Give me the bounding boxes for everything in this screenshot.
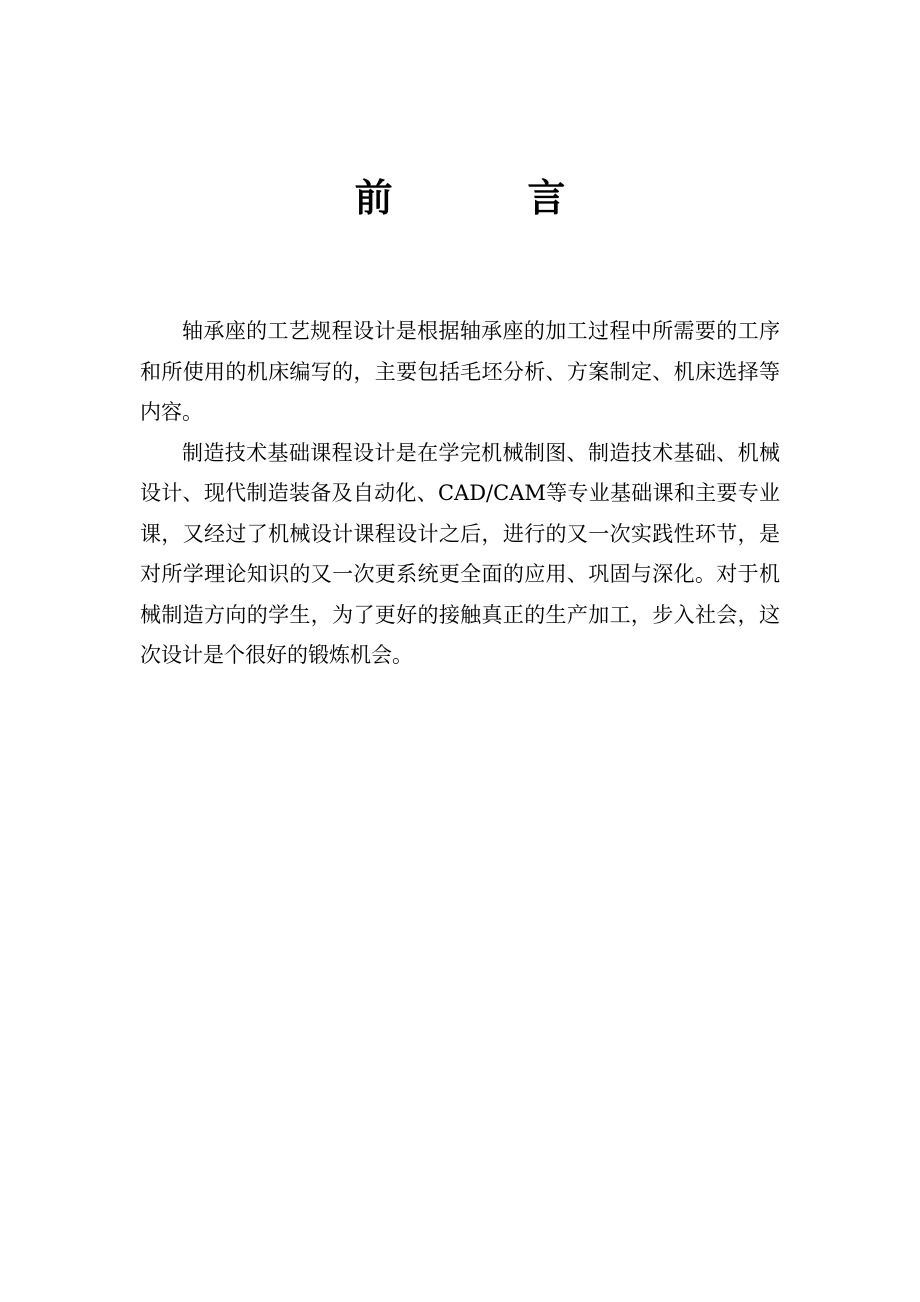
page-title: 前 言	[354, 175, 627, 220]
body-text	[140, 311, 780, 676]
paragraph-2: 制造技术基础课程设计是在学完机械制图、制造技术基础、机械设计、现代制造装备及自动化、CAD/CAM等专业基础课和主要专业课，又经过了机械设计课程设计之后，进行的又一次实践性环节，是对所学理论知识的又一次更系统更全面的应用、巩固与深化。对于机械制造方向的学生，为了更好的接触真正的生产加工，步入社会，这次设计是个很好的锻炼机会。	[140, 440, 780, 667]
paragraph-1: 轴承座的工艺规程设计是根据轴承座的加工过程中所需要的工序和所使用的机床编写的，主要包括毛坯分析、方案制定、机床选择等内容。	[140, 319, 780, 424]
